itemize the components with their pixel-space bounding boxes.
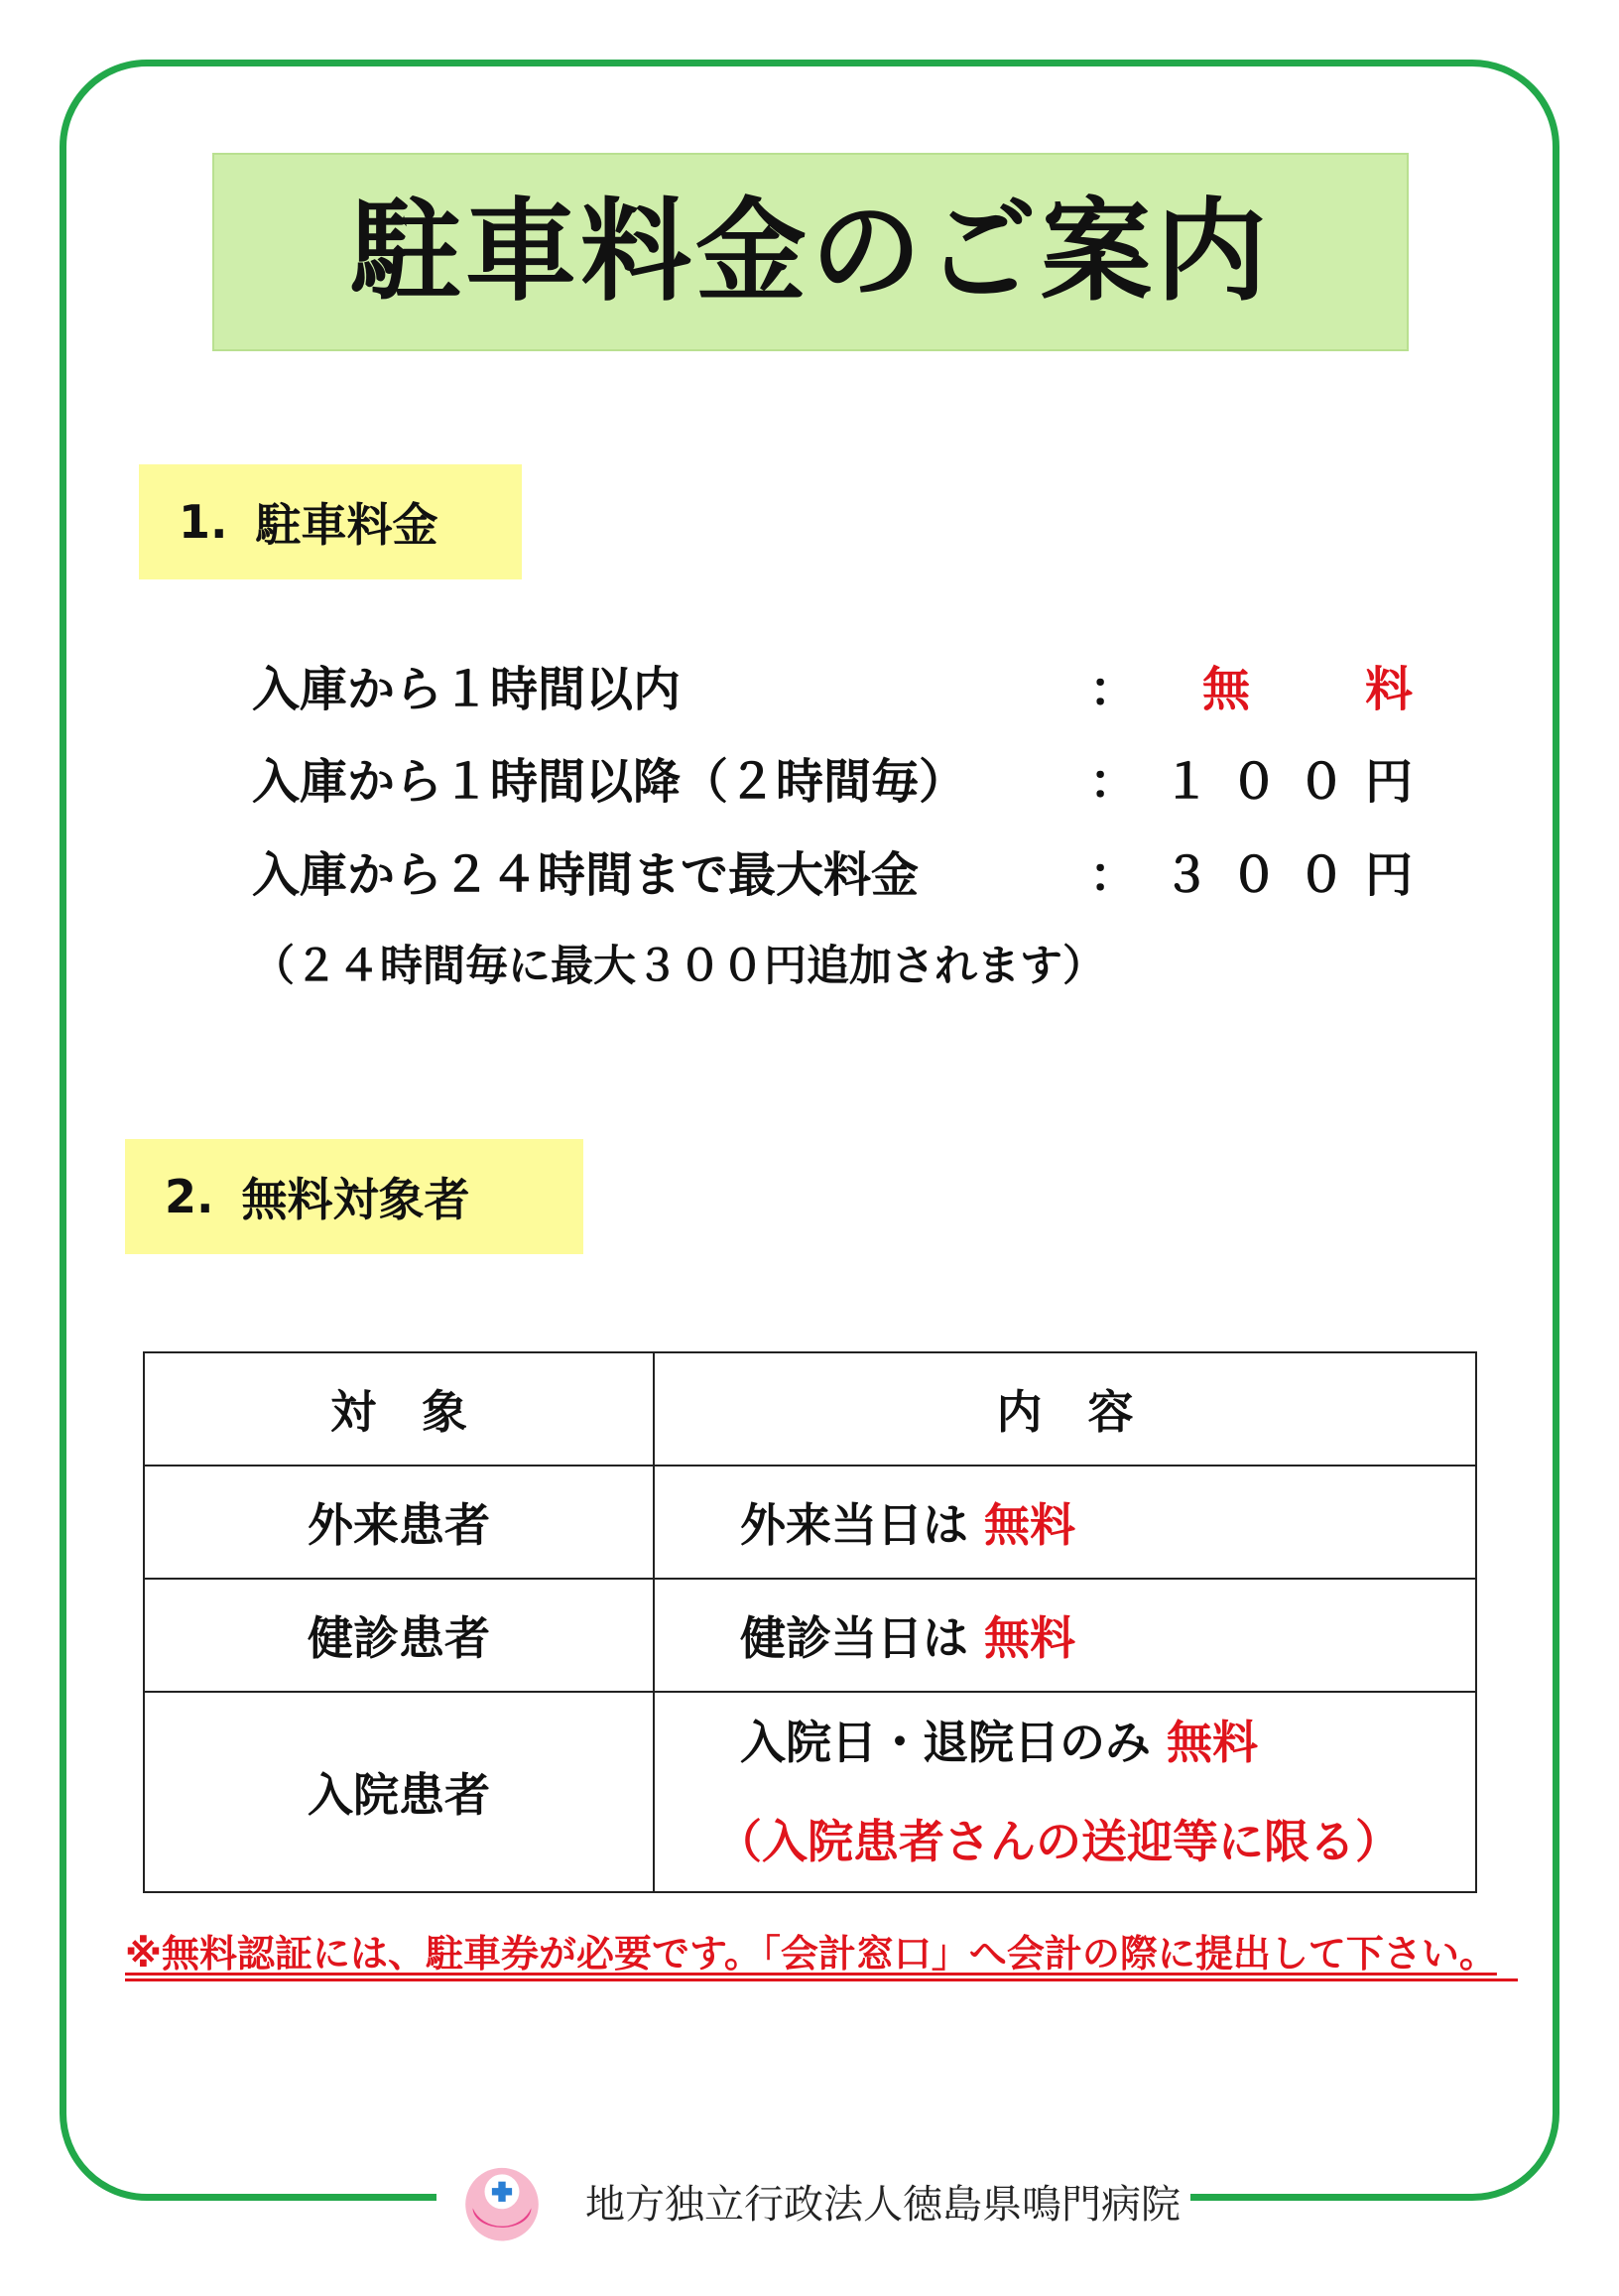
table-cell-content [654, 1466, 1476, 1579]
table-row [144, 1466, 1476, 1579]
fee-row-after-1h [252, 752, 1432, 812]
content-note: （入院患者さんの送迎等に限る） [716, 1815, 1401, 1868]
table-cell-target: 健診患者 [144, 1579, 654, 1692]
table-cell-target: 外来患者 [144, 1466, 654, 1579]
free-label: 無料 [984, 1498, 1076, 1552]
table-header-content: 内 容 [654, 1352, 1476, 1466]
hospital-name: 地方独立行政法人徳島県鳴門病院 [585, 2181, 1181, 2228]
warning-notice: ※無料認証には、駐車券が必要です。「会計窓口」へ会計の際に提出して下さい。 [125, 1932, 1497, 1976]
section-heading-parking-fee [139, 464, 522, 579]
fee-value-part: 料 [1364, 662, 1413, 717]
section-title: 駐車料金 [255, 498, 438, 552]
table-header-target: 対 象 [144, 1352, 654, 1466]
page-title: 駐車料金のご案内 [350, 188, 1271, 317]
content-line [740, 1693, 1475, 1792]
table-row [144, 1579, 1476, 1692]
free-eligibility-table [143, 1351, 1477, 1893]
section-title: 無料対象者 [241, 1173, 470, 1226]
fee-label: 入庫から１時間以降（２時間毎） [252, 754, 967, 810]
fee-label: 入庫から２４時間まで最大料金 [252, 847, 920, 903]
fee-value: ３００円 [1162, 847, 1432, 903]
fee-note: （２４時間毎に最大３００円追加されます） [252, 942, 1105, 991]
warning-underline [125, 1978, 1518, 1981]
section-number: 1. [179, 495, 228, 549]
table-row [144, 1692, 1476, 1892]
section-heading-free-eligibility [125, 1139, 583, 1254]
footer [436, 2151, 1190, 2250]
fee-value-part: 無 [1201, 662, 1250, 717]
fee-value: １００円 [1162, 754, 1432, 810]
table-header-row [144, 1352, 1476, 1466]
table-cell-content [654, 1692, 1476, 1892]
section-number: 2. [165, 1170, 214, 1223]
fee-row-within-1h [252, 660, 1413, 719]
fee-colon: ： [1089, 847, 1138, 903]
fee-colon: ： [1089, 754, 1138, 810]
table-cell-target: 入院患者 [144, 1692, 654, 1892]
content-text: 入院日・退院日のみ [740, 1716, 1151, 1769]
fee-value-free [1202, 660, 1413, 719]
hospital-logo-icon [456, 2155, 548, 2246]
content-text: 外来当日は [740, 1498, 968, 1552]
title-banner [212, 153, 1409, 351]
free-label: 無料 [1167, 1716, 1259, 1769]
fee-colon: ： [1089, 662, 1138, 717]
fee-row-max-24h [252, 845, 1432, 905]
free-label: 無料 [984, 1611, 1076, 1665]
content-text: 健診当日は [740, 1611, 968, 1665]
fee-label: 入庫から１時間以内 [252, 662, 682, 717]
table-cell-content [654, 1579, 1476, 1692]
